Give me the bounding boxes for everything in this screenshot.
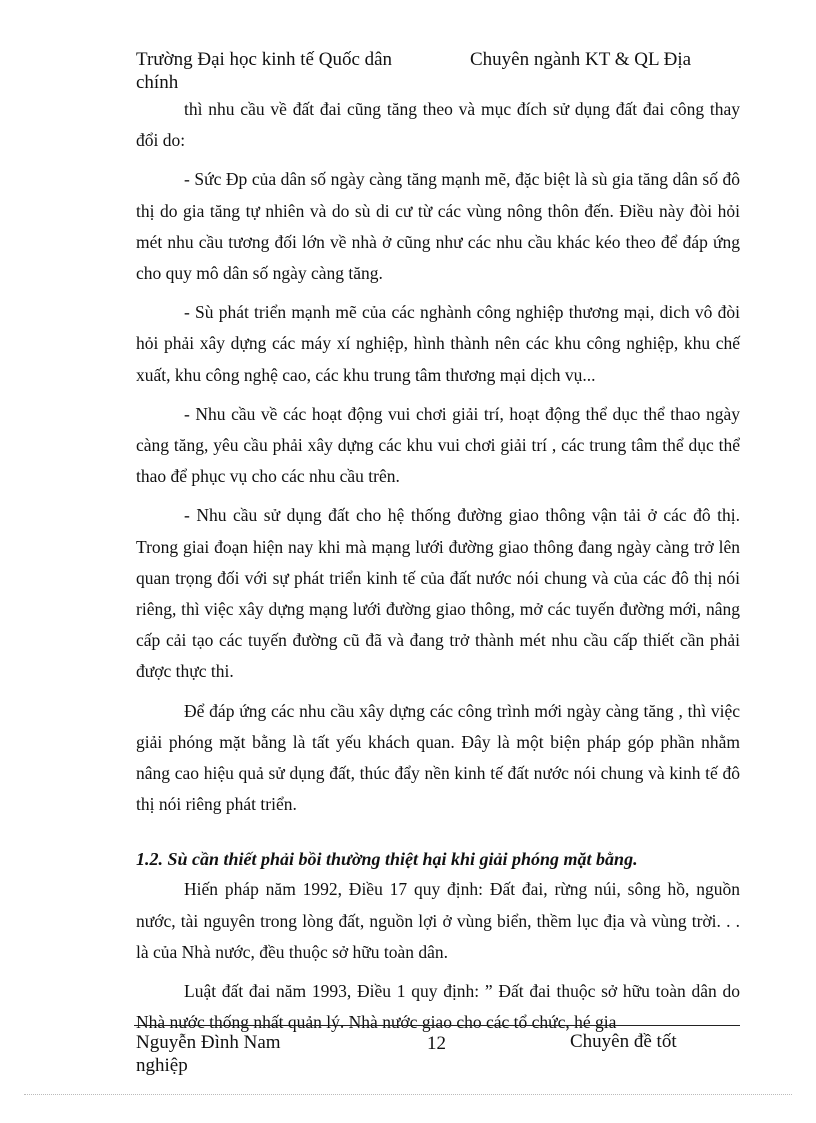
page-edge-divider [24, 1094, 792, 1095]
paragraph: - Sức Ðp của dân số ngày càng tăng mạnh mẽ, đặc biệt là sù gia tăng dân số đô thị do gia tăng tự nhiên và do sù di cư từ các vùng nông thôn đến. Điều này đòi hỏi mét nhu cầu tương đối lớn về nhà ở cũng như các nhu cầu khác kéo theo để đáp ứng cho quy mô dân số ngày càng tăng. [136, 169, 740, 284]
section-heading: 1.2. Sù cần thiết phải bồi thường thiệt hại khi giải phóng mặt bằng. [136, 849, 638, 870]
footer-divider [134, 1025, 740, 1026]
footer-doc-type: Chuyên đề tốt [570, 1031, 677, 1052]
header-school-name: Trường Đại học kinh tế Quốc dân [136, 49, 393, 70]
paragraph: - Sù phát triển mạnh mẽ của các nghành công nghiệp thương mại, dich vô đòi hỏi phải xây dựng các máy xí nghiệp, hình thành nên các khu công nghiệp, khu chế xuất, khu công nghệ cao, các khu trung tâm thương mại dịch vụ... [136, 302, 740, 385]
footer-author-cont: nghiệp [136, 1055, 188, 1076]
footer-author-name: Nguyễn Đình Nam [136, 1032, 281, 1053]
page-body [136, 94, 740, 1038]
paragraph: thì nhu cầu về đất đai cũng tăng theo và mục đích sử dụng đất đai công thay đổi do: [136, 99, 740, 151]
footer-author [136, 1031, 336, 1077]
paragraph: - Nhu cầu sử dụng đất cho hệ thống đường giao thông vận tải ở các đô thị. Trong giai đoạn hiện nay khi mà mạng lưới đường giao thông đang ngày càng trở lên quan trọng đối với sự phát triển kinh tế của đất nước nói chung và của các đô thị nói riêng, thì việc xây dựng mạng lưới đường giao thông, mở các tuyến đường mới, nâng cấp cải tạo các tuyến đường cũ đã và đang trở thành mét nhu cầu cấp thiết cần phải được thực thi. [136, 505, 740, 682]
paragraph: Hiến pháp năm 1992, Điều 17 quy định: Đất đai, rừng núi, sông hồ, nguồn nước, tài nguyên trong lòng đất, nguồn lợi ở vùng biển, thềm lục địa và vùng trời. . . là của Nhà nước, đều thuộc sở hữu toàn dân. [136, 879, 740, 962]
paragraph: Để đáp ứng các nhu cầu xây dựng các công trình mới ngày càng tăng , thì việc giải phóng mặt bằng là tất yếu khách quan. Đây là một biện pháp góp phần nhằm nâng cao hiệu quả sử dụng đất, thúc đẩy nền kinh tế đất nước nói chung và kinh tế đô thị nói riêng phát triển. [136, 700, 740, 815]
page-number: 12 [427, 1033, 446, 1054]
paragraph: Luật đất đai năm 1993, Điều 1 quy định: ” Đất đai thuộc sở hữu toàn dân do Nhà nước thống nhất quản lý. Nhà nước giao cho các tổ chức, hé gia [136, 981, 740, 1033]
paragraph: - Nhu cầu về các hoạt động vui chơi giải trí, hoạt động thể dục thể thao ngày càng tăng, yêu cầu phải xây dựng các khu vui chơi giải trí , các trung tâm thể dục thể thao để phục vụ cho các nhu cầu trên. [136, 403, 740, 487]
header-school [136, 48, 446, 94]
header-specialty: Chuyên ngành KT & QL Địa [470, 49, 692, 70]
header-school-cont: chính [136, 72, 179, 93]
